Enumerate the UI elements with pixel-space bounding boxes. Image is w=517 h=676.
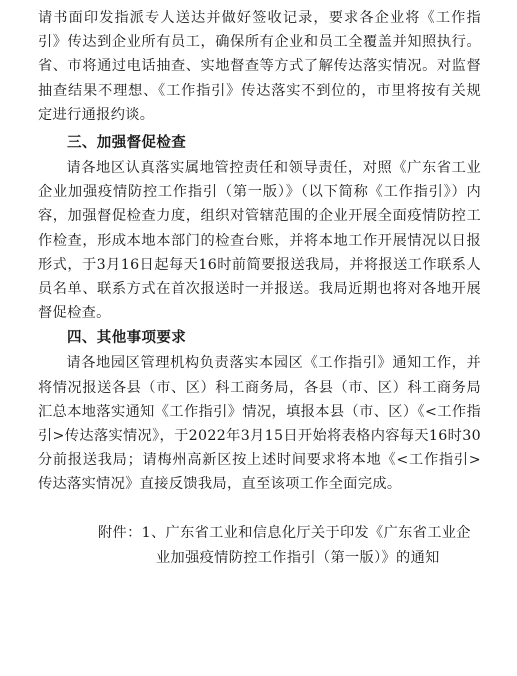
attachment-line-2: 业加强疫情防控工作指引（第一版）》的通知 [156, 549, 440, 566]
paragraph-other-requirements: 请各地园区管理机构负责落实本园区《工作指引》通知工作，并将情况报送各县（市、区）科工商务局，各县（市、区）科工商务局汇总本地落实通知《工作指引》情况，填报本县（市、区）《<工作指引>传达落实情况》，于2022年3月15日开始将表格内容每天16时30分前报送我局；请梅州高新区按上述时间要求将本地《<工作指引>传达落实情况》直接反馈我局，直至该项工作全面完成。 [38, 355, 481, 493]
paragraph-inspection: 请各地区认真落实属地管控责任和领导责任，对照《广东省工业企业加强疫情防控工作指引（第一版）》（以下简称《工作指引》）内容，加强督促检查力度，组织对管辖范围的企业开展全面疫情防控工作检查，形成本地本部门的检查台账，并将本地工作开展情况以日报形式，于3月16日起每天16时前简要报送我局，并将报送工作联系人员名单、联系方式在首次报送时一并报送。我局近期也将对各地开展督促检查。 [38, 160, 481, 322]
attachment-note [38, 521, 481, 571]
section-heading-inspection: 三、加强督促检查 [67, 135, 187, 152]
section-heading-other-requirements: 四、其他事项要求 [67, 330, 187, 347]
paragraph-dissemination: 请书面印发指派专人送达并做好签收记录，要求各企业将《工作指引》传达到企业所有员工，确保所有企业和员工全覆盖并知照执行。省、市将通过电话抽查、实地督查等方式了解传达落实情况。对监督抽查结果不理想、《工作指引》传达落实不到位的，市里将按有关规定进行通报约谈。 [38, 10, 481, 123]
attachment-line-1: 附件：1、广东省工业和信息化厅关于印发《广东省工业企 [98, 524, 471, 541]
